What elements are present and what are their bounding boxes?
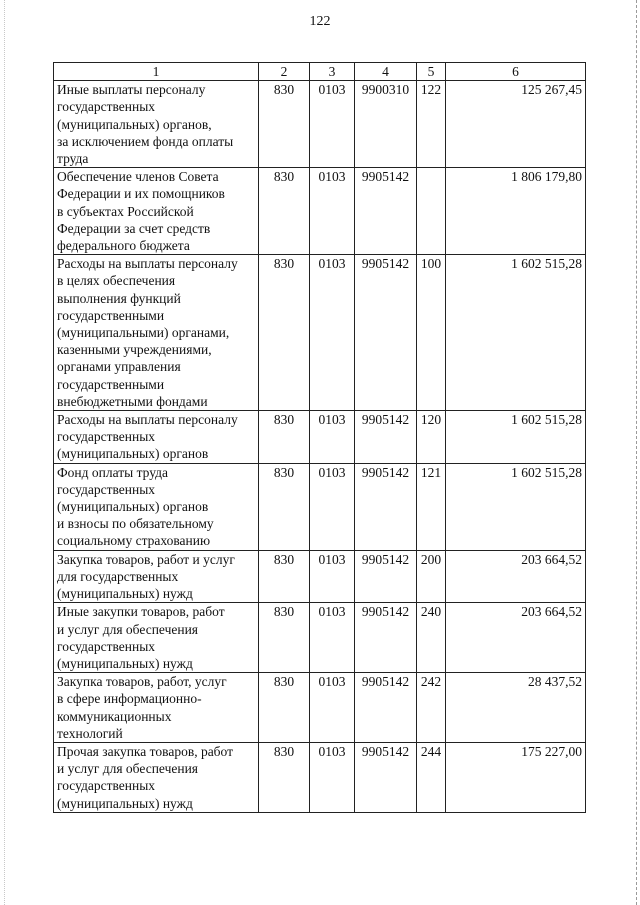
target-article-code: 9905142 [355,168,417,255]
column-header-5: 5 [417,63,446,81]
amount: 175 227,00 [446,742,586,812]
target-article-code: 9905142 [355,255,417,411]
table-row [54,81,586,168]
row-name: Расходы на выплаты персоналу в целях обеспечения выполнения функций государственными (муниципальными) органами, казенными учреждениями, органами управления государственными внебюджетными фондами [54,255,259,411]
ministry-code: 830 [259,673,310,743]
target-article-code: 9900310 [355,81,417,168]
section-code: 0103 [310,463,355,550]
row-name: Иные закупки товаров, работ и услуг для обеспечения государственных (муниципальных) нужд [54,603,259,673]
amount: 203 664,52 [446,550,586,603]
section-code: 0103 [310,550,355,603]
ministry-code: 830 [259,81,310,168]
scan-edge-right [635,0,637,905]
section-code: 0103 [310,168,355,255]
ministry-code: 830 [259,255,310,411]
amount: 125 267,45 [446,81,586,168]
column-header-1: 1 [54,63,259,81]
column-header-6: 6 [446,63,586,81]
section-code: 0103 [310,81,355,168]
header-row [54,63,586,81]
expense-type-code: 122 [417,81,446,168]
budget-table [53,62,586,813]
expense-type-code: 120 [417,411,446,464]
ministry-code: 830 [259,742,310,812]
ministry-code: 830 [259,168,310,255]
row-name: Обеспечение членов Совета Федерации и их помощников в субъектах Российской Федерации за счет средств федерального бюджета [54,168,259,255]
ministry-code: 830 [259,463,310,550]
scan-edge-left [4,0,6,905]
amount: 28 437,52 [446,673,586,743]
target-article-code: 9905142 [355,673,417,743]
section-code: 0103 [310,742,355,812]
table-row [54,168,586,255]
target-article-code: 9905142 [355,603,417,673]
row-name: Расходы на выплаты персоналу государственных (муниципальных) органов [54,411,259,464]
table-row [54,550,586,603]
amount: 1 602 515,28 [446,255,586,411]
amount: 1 602 515,28 [446,463,586,550]
expense-type-code: 200 [417,550,446,603]
target-article-code: 9905142 [355,411,417,464]
expense-type-code: 240 [417,603,446,673]
row-name: Прочая закупка товаров, работ и услуг для обеспечения государственных (муниципальных) нужд [54,742,259,812]
expense-type-code [417,168,446,255]
page-number: 122 [309,14,331,29]
ministry-code: 830 [259,411,310,464]
column-header-3: 3 [310,63,355,81]
section-code: 0103 [310,673,355,743]
table-row [54,742,586,812]
table-row [54,463,586,550]
expense-type-code: 121 [417,463,446,550]
table-row [54,255,586,411]
section-code: 0103 [310,603,355,673]
expense-type-code: 100 [417,255,446,411]
expense-type-code: 242 [417,673,446,743]
column-header-2: 2 [259,63,310,81]
target-article-code: 9905142 [355,550,417,603]
amount: 203 664,52 [446,603,586,673]
row-name: Иные выплаты персоналу государственных (муниципальных) органов, за исключением фонда оплаты труда [54,81,259,168]
row-name: Закупка товаров, работ, услуг в сфере информационно- коммуникационных технологий [54,673,259,743]
column-header-4: 4 [355,63,417,81]
table-row [54,603,586,673]
table-row [54,673,586,743]
expense-type-code: 244 [417,742,446,812]
table-row [54,411,586,464]
section-code: 0103 [310,255,355,411]
ministry-code: 830 [259,603,310,673]
target-article-code: 9905142 [355,742,417,812]
row-name: Закупка товаров, работ и услуг для государственных (муниципальных) нужд [54,550,259,603]
amount: 1 806 179,80 [446,168,586,255]
amount: 1 602 515,28 [446,411,586,464]
section-code: 0103 [310,411,355,464]
row-name: Фонд оплаты труда государственных (муниципальных) органов и взносы по обязательному социальному страхованию [54,463,259,550]
ministry-code: 830 [259,550,310,603]
target-article-code: 9905142 [355,463,417,550]
